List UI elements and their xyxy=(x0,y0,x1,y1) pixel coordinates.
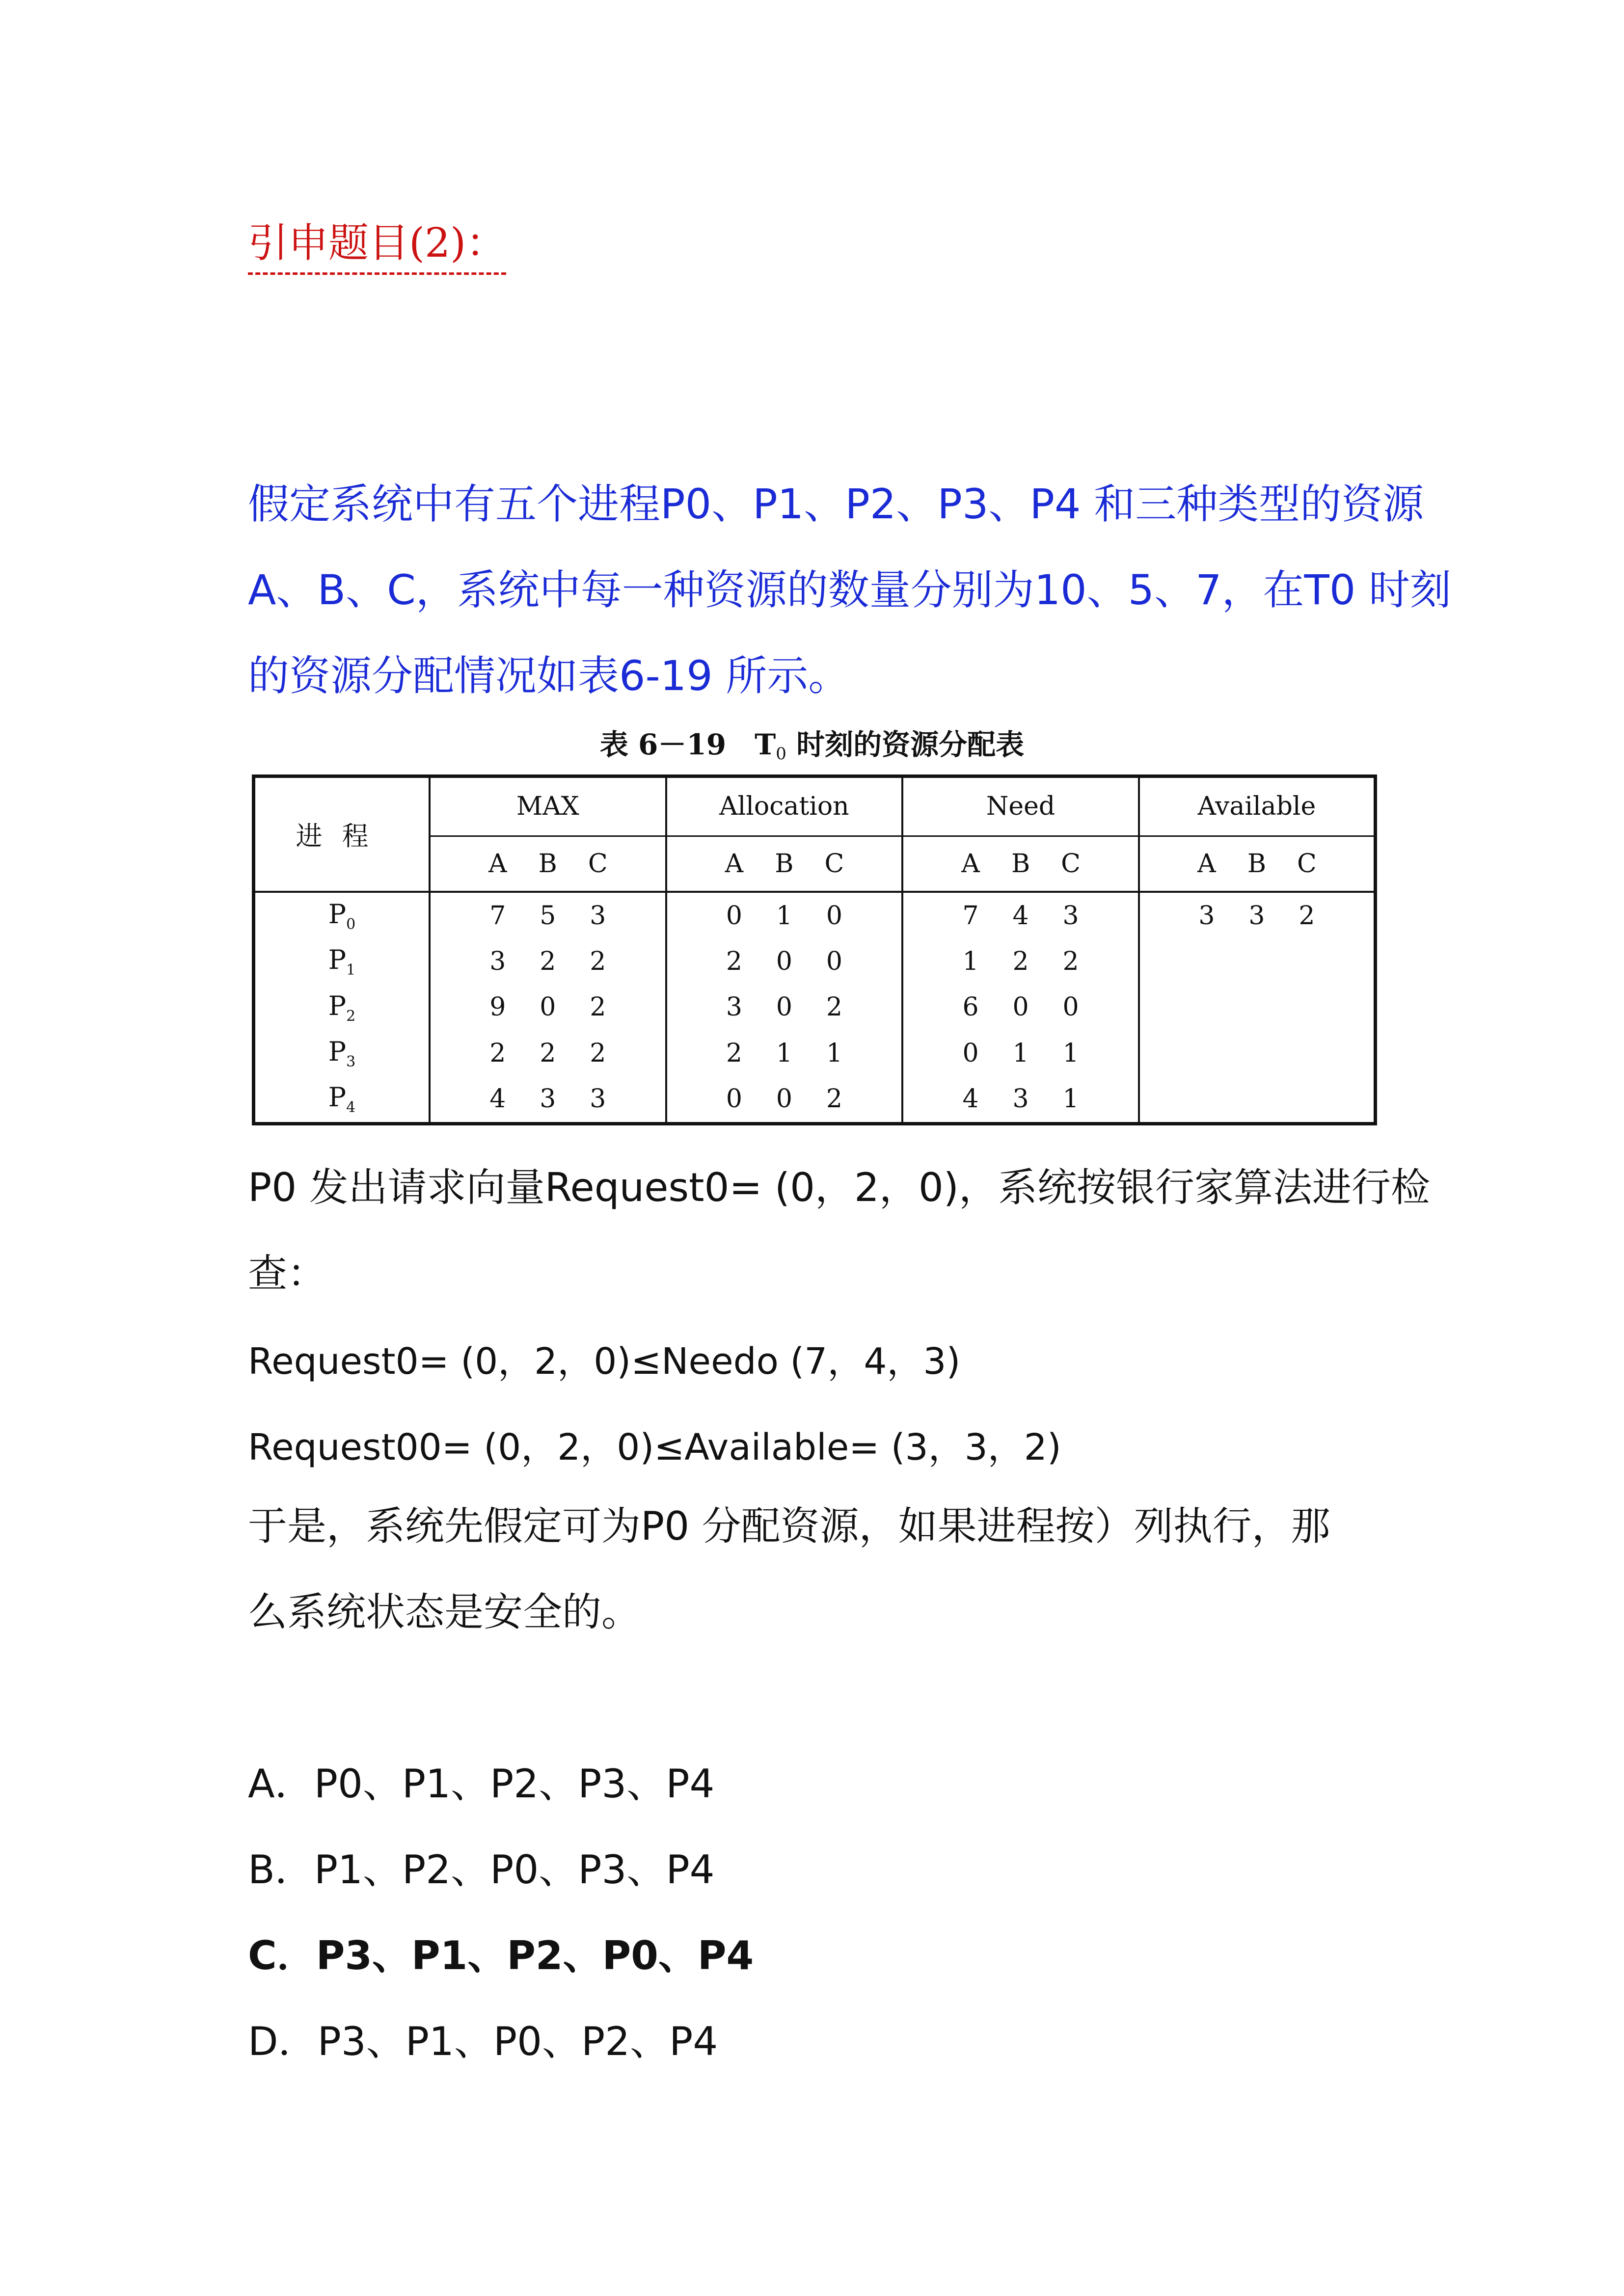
option-a: A．P0、P1、P2、P3、P4 xyxy=(248,1761,715,1807)
resource-allocation-table xyxy=(252,774,1377,1125)
allocation-cell: 2 0 0 xyxy=(666,938,903,984)
request-line-2: 查： xyxy=(248,1251,326,1296)
need-cell: 6 0 0 xyxy=(902,985,1139,1030)
process-label: $P_2$ xyxy=(254,985,430,1030)
group-header-allocation: Allocation xyxy=(666,776,903,836)
process-label: $P_3$ xyxy=(254,1030,430,1076)
available-cell xyxy=(1139,1030,1376,1076)
max-cell: 4 3 3 xyxy=(430,1076,666,1124)
allocation-cell: 2 1 1 xyxy=(666,1030,903,1076)
intro-line-3: 的资源分配情况如表6-19 所示。 xyxy=(248,652,850,700)
process-label: $P_0$ xyxy=(254,892,430,938)
request-line-1: P0 发出请求向量Request0= (0，2，0)，系统按银行家算法进行检 xyxy=(248,1165,1431,1210)
option-c: C．P3、P1、P2、P0、P4 xyxy=(248,1933,754,1978)
table-caption: 表 6－19 $T_0$ 时刻的资源分配表 xyxy=(599,728,1025,764)
process-label: $P_4$ xyxy=(254,1076,430,1124)
process-label: $P_1$ xyxy=(254,938,430,984)
allocation-cell: 0 0 2 xyxy=(666,1076,903,1124)
need-cell: 1 2 2 xyxy=(902,938,1139,984)
table-row xyxy=(254,985,1376,1030)
need-cell: 7 4 3 xyxy=(902,892,1139,938)
table-row xyxy=(254,892,1376,938)
option-d: D．P3、P1、P0、P2、P4 xyxy=(248,2019,718,2064)
max-cell: 2 2 2 xyxy=(430,1030,666,1076)
need-cell: 4 3 1 xyxy=(902,1076,1139,1124)
subheader-abc: A B C xyxy=(1139,836,1376,892)
check-available: Request00= (0，2，0)≤Available= (3，3，2) xyxy=(248,1426,1061,1468)
need-cell: 0 1 1 xyxy=(902,1030,1139,1076)
option-b: B．P1、P2、P0、P3、P4 xyxy=(248,1847,715,1893)
heading: 引申题目(2)： xyxy=(248,211,506,275)
conclusion-line-1: 于是，系统先假定可为P0 分配资源，如果进程按）列执行，那 xyxy=(248,1503,1330,1549)
allocation-cell: 3 0 2 xyxy=(666,985,903,1030)
available-cell xyxy=(1139,1076,1376,1124)
subheader-abc: A B C xyxy=(430,836,666,892)
intro-line-1: 假定系统中有五个进程P0、P1、P2、P3、P4 和三种类型的资源 xyxy=(248,480,1424,528)
table-row xyxy=(254,938,1376,984)
max-cell: 7 5 3 xyxy=(430,892,666,938)
table-row xyxy=(254,1076,1376,1124)
process-header: 进程 xyxy=(254,776,430,892)
max-cell: 9 0 2 xyxy=(430,985,666,1030)
group-header-need: Need xyxy=(902,776,1139,836)
intro-line-2: A、B、C，系统中每一种资源的数量分别为10、5、7，在T0 时刻 xyxy=(248,566,1451,614)
available-cell xyxy=(1139,985,1376,1030)
conclusion-line-2: 么系统状态是安全的。 xyxy=(248,1589,641,1635)
max-cell: 3 2 2 xyxy=(430,938,666,984)
group-header-available: Available xyxy=(1139,776,1376,836)
subheader-abc: A B C xyxy=(902,836,1139,892)
check-need: Request0= (0，2，0)≤Needo (7，4，3) xyxy=(248,1340,961,1383)
available-cell xyxy=(1139,938,1376,984)
group-header-max: MAX xyxy=(430,776,666,836)
available-cell: 3 3 2 xyxy=(1139,892,1376,938)
subheader-abc: A B C xyxy=(666,836,903,892)
table-row xyxy=(254,1030,1376,1076)
allocation-cell: 0 1 0 xyxy=(666,892,903,938)
